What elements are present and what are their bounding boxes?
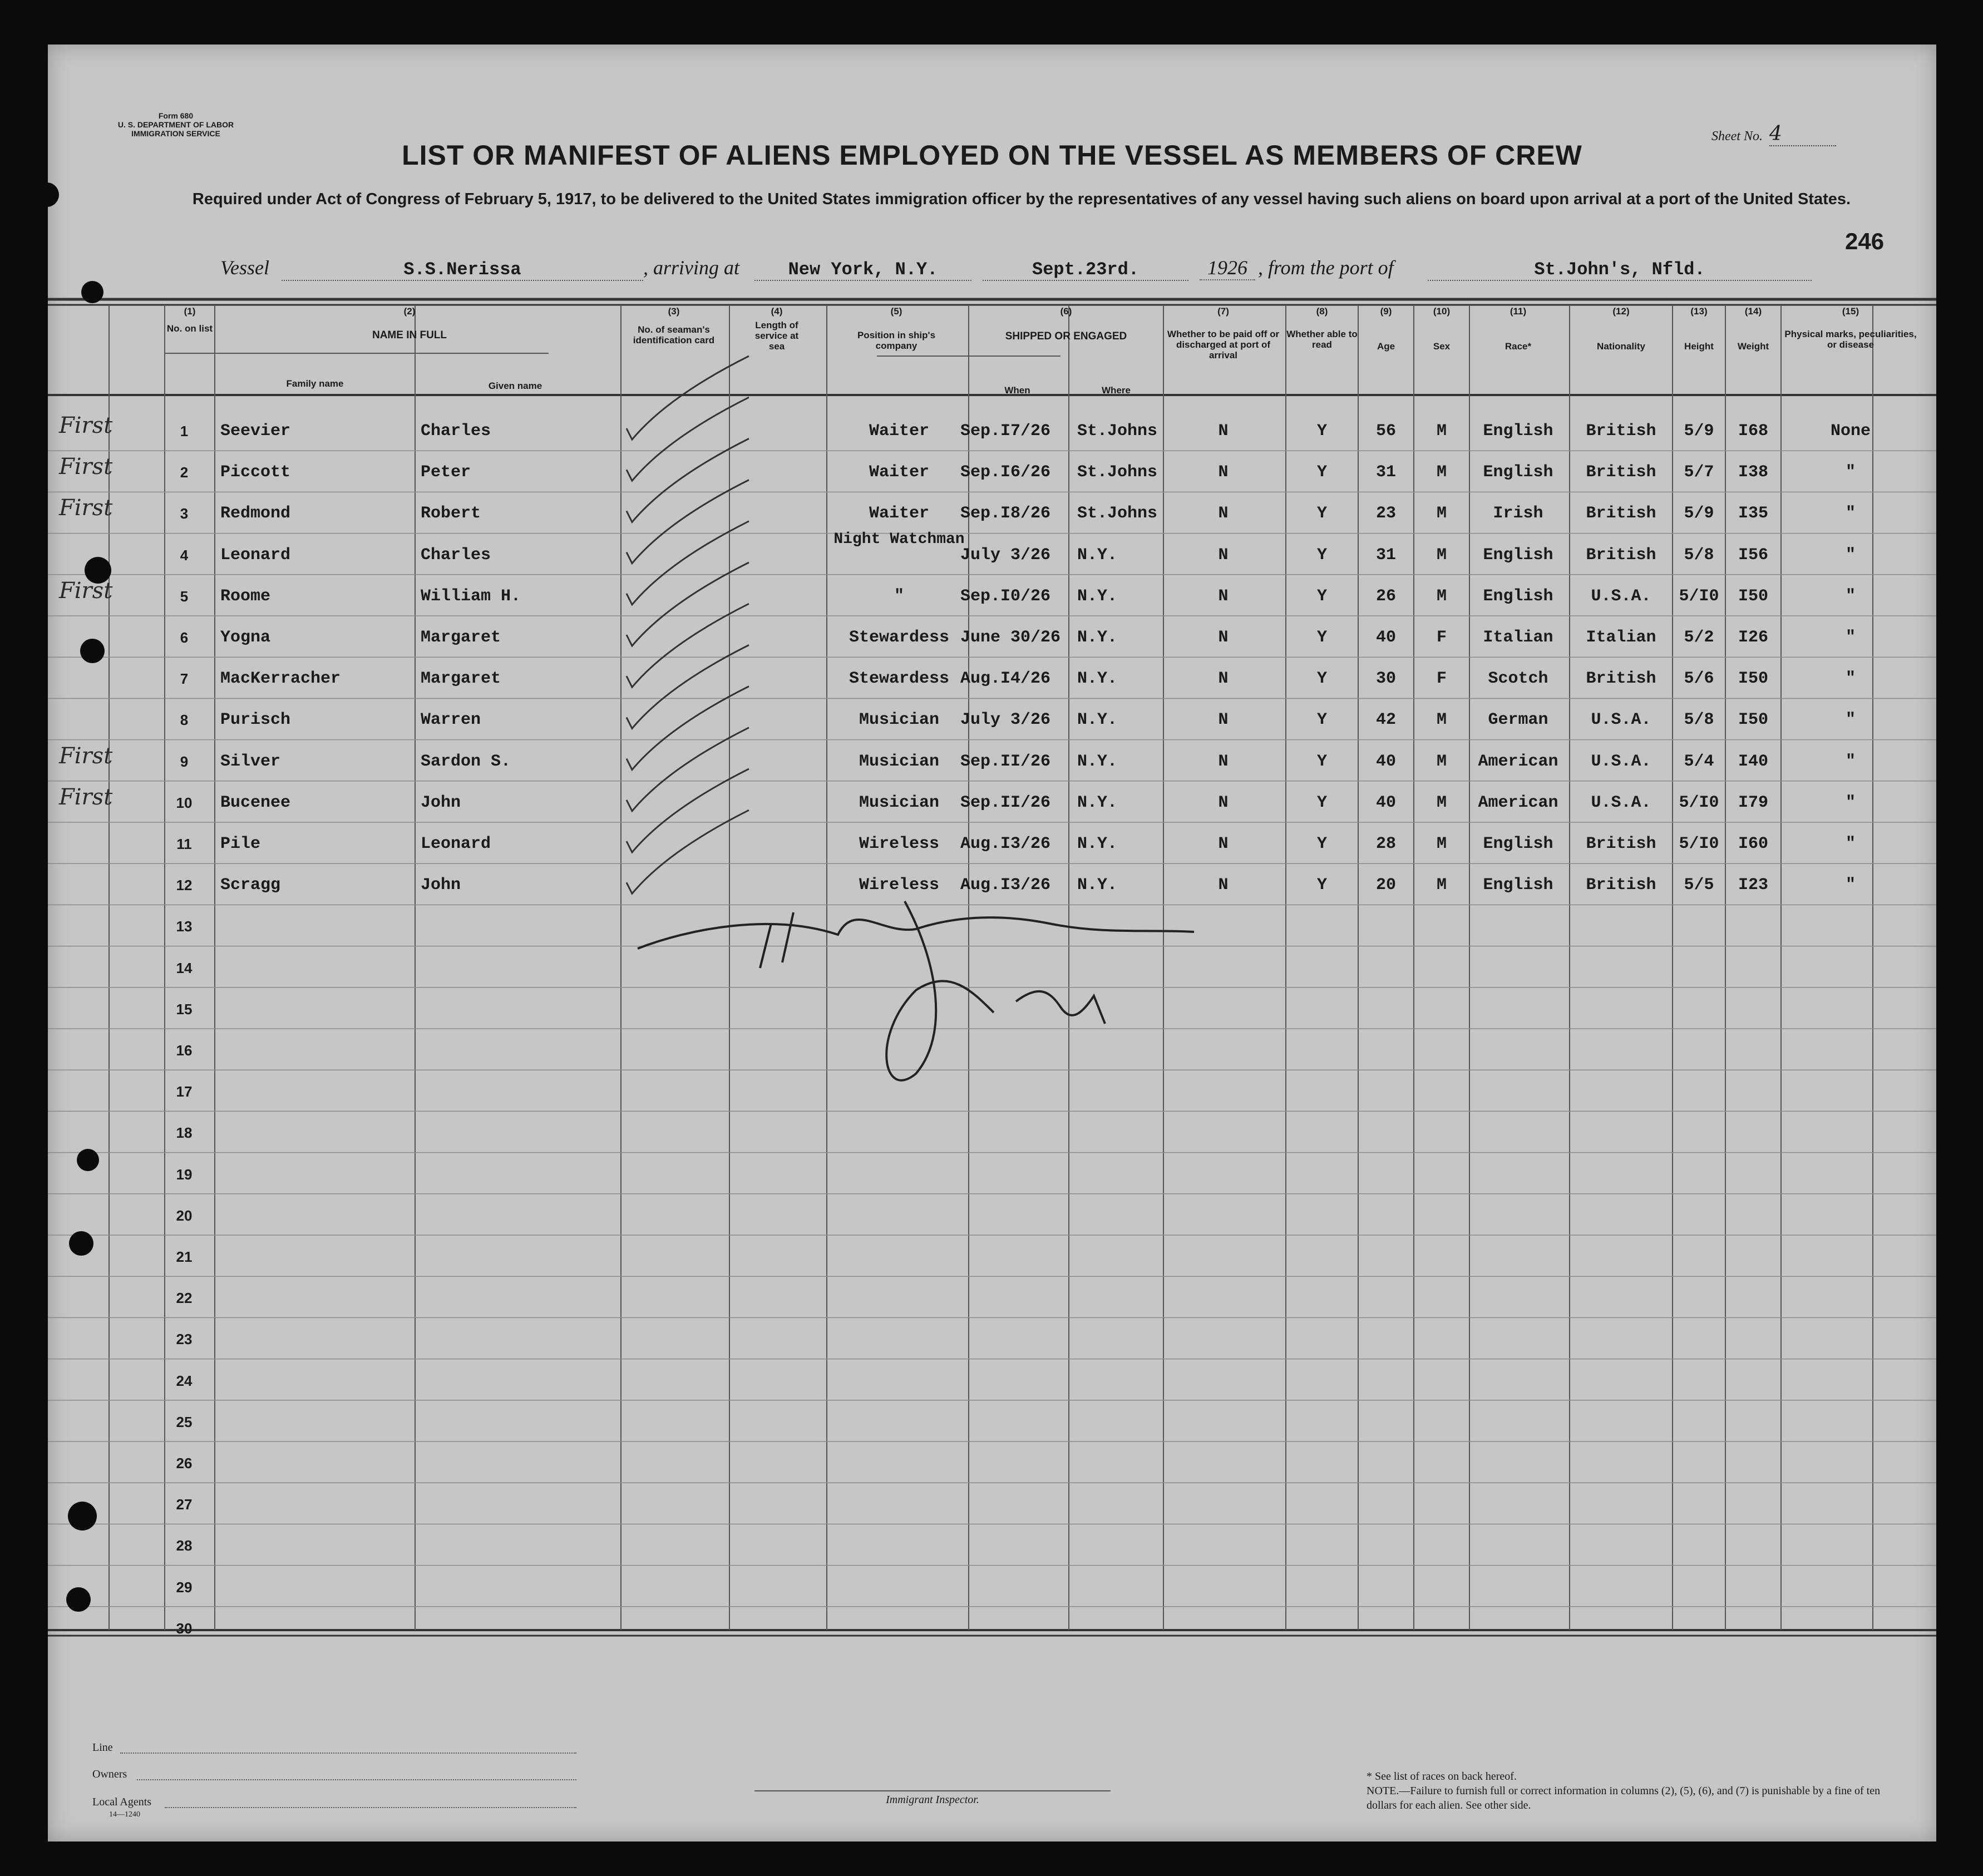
crew-position: Musician bbox=[859, 710, 940, 730]
shipped-place: St.Johns bbox=[1077, 463, 1158, 482]
crew-weight: I40 bbox=[1738, 752, 1768, 771]
crew-position: Stewardess bbox=[849, 669, 950, 689]
row-number: 29 bbox=[176, 1578, 193, 1596]
paid-off-flag: N bbox=[1218, 752, 1229, 771]
col12-label: Nationality bbox=[1597, 341, 1645, 352]
col11-header bbox=[1469, 306, 1567, 352]
crew-nationality: U.S.A. bbox=[1591, 710, 1651, 730]
col5-label: Position in ship's company bbox=[857, 330, 936, 351]
crew-race: English bbox=[1483, 545, 1553, 565]
crew-age: 31 bbox=[1375, 463, 1396, 482]
row-number: 7 bbox=[180, 670, 189, 688]
crew-given-name: Margaret bbox=[421, 628, 501, 647]
crew-position: Waiter bbox=[869, 463, 930, 482]
can-read-flag: Y bbox=[1316, 835, 1327, 853]
crew-race: English bbox=[1483, 463, 1553, 482]
crew-height: 5/I0 bbox=[1679, 586, 1719, 606]
crew-given-name: Margaret bbox=[421, 669, 501, 689]
table-row bbox=[48, 742, 1936, 783]
arrival-date: Sept.23rd. bbox=[983, 259, 1188, 281]
handwritten-note: First bbox=[59, 784, 113, 810]
can-read-flag: Y bbox=[1316, 463, 1327, 482]
col2-number: (2) bbox=[403, 306, 416, 317]
col1-header bbox=[165, 306, 215, 334]
page-title: LIST OR MANIFEST OF ALIENS EMPLOYED ON THE VESSEL AS MEMBERS OF CREW bbox=[402, 140, 1582, 171]
crew-given-name: Charles bbox=[421, 545, 491, 565]
crew-family-name: Yogna bbox=[220, 628, 271, 647]
row-number: 19 bbox=[176, 1166, 193, 1183]
row-number: 4 bbox=[180, 546, 189, 564]
shipped-place: N.Y. bbox=[1077, 669, 1118, 689]
inspector-signature bbox=[638, 901, 1194, 1080]
table-row bbox=[48, 783, 1936, 825]
crew-height: 5/9 bbox=[1684, 422, 1714, 441]
physical-marks: " bbox=[1845, 463, 1856, 482]
row-number: 27 bbox=[176, 1496, 193, 1513]
footer-inspector-label: Immigrant Inspector. bbox=[886, 1794, 979, 1806]
crew-family-name: Purisch bbox=[220, 710, 291, 730]
footer-line-label: Line bbox=[92, 1741, 113, 1754]
can-read-flag: Y bbox=[1316, 710, 1327, 730]
shipped-place: St.Johns bbox=[1077, 504, 1158, 524]
crew-weight: I50 bbox=[1738, 586, 1768, 606]
crew-nationality: U.S.A. bbox=[1591, 793, 1651, 812]
crew-height: 5/2 bbox=[1684, 628, 1714, 647]
col14-number: (14) bbox=[1744, 306, 1762, 317]
col15-number: (15) bbox=[1842, 306, 1859, 317]
crew-sex: M bbox=[1436, 710, 1447, 730]
crew-race: Italian bbox=[1483, 628, 1553, 647]
crew-race: English bbox=[1483, 835, 1553, 853]
paid-off-flag: N bbox=[1218, 876, 1229, 895]
shipped-place: N.Y. bbox=[1077, 545, 1118, 565]
col6-label: SHIPPED OR ENGAGED bbox=[1005, 330, 1127, 342]
footer-owners-field bbox=[137, 1779, 576, 1780]
arrival-year: 1926 bbox=[1200, 256, 1255, 280]
physical-marks: " bbox=[1845, 586, 1856, 606]
col14-header bbox=[1725, 306, 1781, 352]
crew-weight: I35 bbox=[1738, 504, 1768, 524]
form-service: IMMIGRATION SERVICE bbox=[131, 129, 220, 138]
col12-header bbox=[1570, 306, 1673, 352]
shipped-place: N.Y. bbox=[1077, 586, 1118, 606]
crew-given-name: John bbox=[421, 793, 461, 812]
col6-where-label: Where bbox=[1102, 385, 1131, 396]
row-number: 23 bbox=[176, 1331, 193, 1348]
col5-header bbox=[827, 306, 966, 351]
page-number: 246 bbox=[1845, 228, 1885, 254]
row-number: 12 bbox=[176, 877, 193, 894]
row-number: 20 bbox=[176, 1207, 193, 1224]
handwritten-note: First bbox=[59, 413, 113, 438]
row-number: 21 bbox=[176, 1248, 193, 1265]
crew-given-name: Charles bbox=[421, 422, 491, 441]
row-number: 15 bbox=[176, 1000, 193, 1018]
shipped-date: Aug.I3/26 bbox=[960, 876, 1051, 895]
handwritten-note: First bbox=[59, 495, 113, 521]
physical-marks: " bbox=[1845, 752, 1856, 771]
crew-age: 40 bbox=[1375, 752, 1396, 771]
crew-sex: M bbox=[1436, 793, 1447, 812]
shipped-place: N.Y. bbox=[1077, 752, 1118, 771]
crew-height: 5/5 bbox=[1684, 876, 1714, 895]
crew-sex: M bbox=[1436, 586, 1447, 606]
table-row bbox=[48, 700, 1936, 742]
crew-family-name: Silver bbox=[220, 752, 281, 771]
col7-header bbox=[1163, 306, 1283, 361]
crew-given-name: Warren bbox=[421, 710, 481, 730]
can-read-flag: Y bbox=[1316, 669, 1327, 689]
crew-sex: M bbox=[1436, 752, 1447, 771]
crew-age: 31 bbox=[1375, 545, 1396, 565]
inspector-signature-line bbox=[754, 1790, 1111, 1791]
sheet-number-value: 4 bbox=[1769, 122, 1836, 146]
paid-off-flag: N bbox=[1218, 504, 1229, 524]
col7-label: Whether to be paid off or discharged at port of arrival bbox=[1167, 329, 1280, 361]
crew-weight: I68 bbox=[1738, 422, 1768, 441]
crew-sex: M bbox=[1436, 545, 1447, 565]
footer-owners-label: Owners bbox=[92, 1768, 127, 1780]
physical-marks: " bbox=[1845, 835, 1856, 853]
table-row bbox=[48, 825, 1936, 866]
crew-race: American bbox=[1478, 752, 1558, 771]
shipped-date: July 3/26 bbox=[960, 545, 1051, 565]
col4-number: (4) bbox=[771, 306, 783, 317]
crew-age: 40 bbox=[1375, 793, 1396, 812]
crew-race: English bbox=[1483, 422, 1553, 441]
col11-label: Race* bbox=[1504, 341, 1532, 352]
shipped-place: N.Y. bbox=[1077, 710, 1118, 730]
row-number: 6 bbox=[180, 629, 189, 646]
physical-marks: " bbox=[1845, 793, 1856, 812]
crew-family-name: Scragg bbox=[220, 876, 281, 895]
table-row bbox=[48, 866, 1936, 907]
crew-age: 23 bbox=[1375, 504, 1396, 524]
col2-label: NAME IN FULL bbox=[372, 329, 447, 341]
row-number: 22 bbox=[176, 1290, 193, 1307]
handwritten-note: First bbox=[59, 454, 113, 480]
crew-nationality: U.S.A. bbox=[1591, 586, 1651, 606]
crew-position: Waiter bbox=[869, 504, 930, 524]
col13-number: (13) bbox=[1690, 306, 1708, 317]
crew-weight: I38 bbox=[1738, 463, 1768, 482]
crew-weight: I79 bbox=[1738, 793, 1768, 812]
can-read-flag: Y bbox=[1316, 422, 1327, 441]
manifest-sheet bbox=[48, 45, 1936, 1842]
crew-sex: M bbox=[1436, 504, 1447, 524]
crew-family-name: Roome bbox=[220, 586, 271, 606]
crew-sex: M bbox=[1436, 876, 1447, 895]
col7-number: (7) bbox=[1217, 306, 1229, 317]
handwritten-note: First bbox=[59, 577, 113, 604]
row-number: 1 bbox=[180, 423, 189, 440]
crew-weight: I50 bbox=[1738, 710, 1768, 730]
col2-given-label: Given name bbox=[488, 381, 542, 391]
can-read-flag: Y bbox=[1316, 545, 1327, 565]
crew-race: English bbox=[1483, 876, 1553, 895]
row-number: 26 bbox=[176, 1455, 193, 1472]
shipped-date: Sep.I7/26 bbox=[960, 422, 1051, 441]
row-number: 25 bbox=[176, 1413, 193, 1430]
crew-family-name: Piccott bbox=[220, 463, 291, 482]
col10-number: (10) bbox=[1433, 306, 1451, 317]
crew-family-name: Redmond bbox=[220, 504, 291, 524]
footer-agents-code: 14—1240 bbox=[109, 1810, 140, 1819]
crew-family-name: MacKerracher bbox=[220, 669, 341, 689]
crew-family-name: Leonard bbox=[220, 545, 291, 565]
crew-given-name: John bbox=[421, 876, 461, 895]
col11-number: (11) bbox=[1510, 306, 1527, 317]
crew-age: 42 bbox=[1375, 710, 1396, 730]
arriving-port: New York, N.Y. bbox=[754, 259, 971, 281]
row-number: 13 bbox=[176, 918, 193, 935]
can-read-flag: Y bbox=[1316, 793, 1327, 812]
crew-nationality: Italian bbox=[1586, 628, 1656, 647]
col1-number: (1) bbox=[184, 306, 196, 317]
form-department: U. S. DEPARTMENT OF LABOR bbox=[117, 120, 234, 129]
col14-label: Weight bbox=[1737, 341, 1769, 352]
crew-height: 5/8 bbox=[1684, 545, 1714, 565]
shipped-date: Sep.I6/26 bbox=[960, 463, 1051, 482]
shipped-date: July 3/26 bbox=[960, 710, 1051, 730]
row-number: 11 bbox=[176, 836, 192, 852]
crew-position: " bbox=[894, 586, 904, 606]
physical-marks: " bbox=[1845, 669, 1856, 689]
row-number: 2 bbox=[180, 464, 189, 481]
shipped-date: Aug.I3/26 bbox=[960, 835, 1051, 853]
footer-note-fine: NOTE.—Failure to furnish full or correct information in columns (2), (5), (6), and (7) is punishable by a fine of ten dollars for each alien. See other side. bbox=[1367, 1785, 1881, 1811]
can-read-flag: Y bbox=[1316, 752, 1327, 771]
crew-age: 28 bbox=[1375, 835, 1396, 853]
row-number: 28 bbox=[176, 1537, 193, 1554]
footer-notes bbox=[1367, 1769, 1912, 1813]
col6-number: (6) bbox=[1060, 306, 1072, 317]
crew-race: German bbox=[1488, 710, 1548, 730]
table-row bbox=[48, 412, 1936, 453]
table-row bbox=[48, 577, 1936, 618]
arriving-label: , arriving at bbox=[643, 256, 740, 279]
crew-height: 5/I0 bbox=[1679, 835, 1719, 853]
sheet-number-label: Sheet No. bbox=[1711, 129, 1763, 144]
crew-position: Musician bbox=[859, 793, 940, 812]
crew-given-name: Leonard bbox=[421, 835, 491, 853]
handwritten-note: First bbox=[59, 743, 113, 769]
row-number: 18 bbox=[176, 1124, 193, 1142]
crew-position: Wireless bbox=[859, 835, 940, 853]
col2-header bbox=[215, 306, 604, 340]
col9-number: (9) bbox=[1380, 306, 1392, 317]
paid-off-flag: N bbox=[1218, 628, 1229, 647]
row-number: 24 bbox=[176, 1372, 193, 1389]
paid-off-flag: N bbox=[1218, 835, 1229, 853]
col8-number: (8) bbox=[1316, 306, 1328, 317]
col3-label: No. of seaman's identification card bbox=[633, 324, 715, 345]
table-row bbox=[48, 494, 1936, 535]
row-number: 16 bbox=[176, 1042, 193, 1059]
crew-weight: I60 bbox=[1738, 835, 1768, 853]
col3-header bbox=[621, 306, 727, 345]
crew-sex: M bbox=[1436, 463, 1447, 482]
row-number: 14 bbox=[176, 959, 193, 976]
crew-height: 5/6 bbox=[1684, 669, 1714, 689]
col8-header bbox=[1286, 306, 1358, 350]
shipped-place: N.Y. bbox=[1077, 793, 1118, 812]
col12-number: (12) bbox=[1612, 306, 1630, 317]
form-number: Form 680 bbox=[158, 111, 194, 120]
paid-off-flag: N bbox=[1218, 545, 1229, 565]
crew-nationality: British bbox=[1586, 545, 1656, 565]
col9-header bbox=[1358, 306, 1414, 352]
row-number: 10 bbox=[176, 794, 193, 811]
crew-nationality: British bbox=[1586, 669, 1656, 689]
crew-height: 5/9 bbox=[1684, 504, 1714, 524]
shipped-date: Aug.I4/26 bbox=[960, 669, 1051, 689]
physical-marks: " bbox=[1845, 876, 1856, 895]
shipped-date: Sep.I8/26 bbox=[960, 504, 1051, 524]
departure-port: St.John's, Nfld. bbox=[1428, 259, 1812, 281]
can-read-flag: Y bbox=[1316, 876, 1327, 895]
crew-age: 40 bbox=[1375, 628, 1396, 647]
col6-header bbox=[969, 306, 1163, 342]
crew-given-name: Sardon S. bbox=[421, 752, 511, 771]
crew-race: Irish bbox=[1493, 504, 1543, 524]
crew-age: 26 bbox=[1375, 586, 1396, 606]
physical-marks: None bbox=[1830, 422, 1871, 441]
crew-weight: I26 bbox=[1738, 628, 1768, 647]
row-number: 5 bbox=[180, 588, 189, 605]
row-number: 3 bbox=[180, 505, 189, 522]
crew-age: 20 bbox=[1375, 876, 1396, 895]
crew-nationality: British bbox=[1586, 835, 1656, 853]
vessel-name: S.S.Nerissa bbox=[282, 259, 643, 281]
physical-marks: " bbox=[1845, 504, 1856, 524]
col9-label: Age bbox=[1377, 341, 1395, 352]
crew-position: Night Watchman bbox=[833, 530, 965, 548]
paid-off-flag: N bbox=[1218, 710, 1229, 730]
table-row bbox=[48, 618, 1936, 659]
crew-nationality: British bbox=[1586, 422, 1656, 441]
shipped-date: June 30/26 bbox=[960, 628, 1061, 647]
crew-nationality: U.S.A. bbox=[1591, 752, 1651, 771]
can-read-flag: Y bbox=[1316, 628, 1327, 647]
table-row bbox=[48, 659, 1936, 700]
vessel-label: Vessel bbox=[220, 256, 269, 279]
col10-label: Sex bbox=[1433, 341, 1451, 352]
footer-agents-label: Local Agents bbox=[92, 1796, 152, 1808]
col1-label: No. on list bbox=[166, 323, 213, 334]
crew-nationality: British bbox=[1586, 876, 1656, 895]
paid-off-flag: N bbox=[1218, 422, 1229, 441]
crew-race: American bbox=[1478, 793, 1558, 812]
crew-nationality: British bbox=[1586, 504, 1656, 524]
col8-label: Whether able to read bbox=[1286, 329, 1358, 350]
paid-off-flag: N bbox=[1218, 669, 1229, 689]
crew-given-name: William H. bbox=[421, 586, 521, 606]
crew-weight: I50 bbox=[1738, 669, 1768, 689]
col2-family-label: Family name bbox=[286, 378, 344, 389]
shipped-date: Sep.II/26 bbox=[960, 752, 1051, 771]
crew-nationality: British bbox=[1586, 463, 1656, 482]
crew-height: 5/7 bbox=[1684, 463, 1714, 482]
crew-position: Musician bbox=[859, 752, 940, 771]
crew-race: English bbox=[1483, 586, 1553, 606]
crew-race: Scotch bbox=[1488, 669, 1548, 689]
crew-sex: F bbox=[1436, 669, 1447, 689]
row-number: 9 bbox=[180, 753, 189, 770]
crew-sex: M bbox=[1436, 835, 1447, 853]
crew-position: Stewardess bbox=[849, 628, 950, 647]
crew-height: 5/I0 bbox=[1679, 793, 1719, 812]
physical-marks: " bbox=[1845, 710, 1856, 730]
shipped-place: N.Y. bbox=[1077, 628, 1118, 647]
crew-weight: I23 bbox=[1738, 876, 1768, 895]
paid-off-flag: N bbox=[1218, 586, 1229, 606]
table-row bbox=[48, 530, 1936, 577]
crew-position: Wireless bbox=[859, 876, 940, 895]
crew-height: 5/4 bbox=[1684, 752, 1714, 771]
col3-number: (3) bbox=[668, 306, 680, 317]
crew-age: 56 bbox=[1375, 422, 1396, 441]
col13-label: Height bbox=[1684, 341, 1714, 352]
physical-marks: " bbox=[1845, 628, 1856, 647]
crew-position: Waiter bbox=[869, 422, 930, 441]
crew-family-name: Pile bbox=[220, 835, 261, 853]
col15-label: Physical marks, peculiarities, or disease bbox=[1784, 329, 1917, 350]
paid-off-flag: N bbox=[1218, 463, 1229, 482]
col10-header bbox=[1414, 306, 1469, 352]
row-number: 17 bbox=[176, 1083, 193, 1100]
footer-note-races: * See list of races on back hereof. bbox=[1367, 1770, 1517, 1783]
col5-number: (5) bbox=[890, 306, 902, 317]
footer-line-field bbox=[120, 1752, 576, 1754]
from-port-label: , from the port of bbox=[1258, 256, 1394, 279]
crew-family-name: Seevier bbox=[220, 422, 291, 441]
page-subtitle: Required under Act of Congress of February 5, 1917, to be delivered to the United States immigration officer by the representatives of any vessel having such aliens on board upon arrival at a port of the United States. bbox=[192, 190, 1851, 208]
can-read-flag: Y bbox=[1316, 504, 1327, 524]
crew-height: 5/8 bbox=[1684, 710, 1714, 730]
col13-header bbox=[1673, 306, 1725, 352]
physical-marks: " bbox=[1845, 545, 1856, 565]
row-number: 30 bbox=[176, 1620, 193, 1637]
crew-given-name: Robert bbox=[421, 504, 481, 524]
crew-weight: I56 bbox=[1738, 545, 1768, 565]
table-row bbox=[48, 453, 1936, 494]
shipped-place: N.Y. bbox=[1077, 876, 1118, 895]
col15-header bbox=[1781, 306, 1920, 350]
crew-age: 30 bbox=[1375, 669, 1396, 689]
footer-agents-field bbox=[165, 1807, 576, 1808]
col6-when-label: When bbox=[1004, 385, 1030, 396]
col4-label: Length of service at sea bbox=[754, 320, 799, 352]
shipped-date: Sep.II/26 bbox=[960, 793, 1051, 812]
crew-family-name: Bucenee bbox=[220, 793, 291, 812]
col4-header bbox=[729, 306, 824, 352]
crew-sex: F bbox=[1436, 628, 1447, 647]
paid-off-flag: N bbox=[1218, 793, 1229, 812]
shipped-date: Sep.I0/26 bbox=[960, 586, 1051, 606]
shipped-place: St.Johns bbox=[1077, 422, 1158, 441]
shipped-place: N.Y. bbox=[1077, 835, 1118, 853]
crew-given-name: Peter bbox=[421, 463, 471, 482]
row-number: 8 bbox=[180, 712, 189, 729]
can-read-flag: Y bbox=[1316, 586, 1327, 606]
crew-sex: M bbox=[1436, 422, 1447, 441]
